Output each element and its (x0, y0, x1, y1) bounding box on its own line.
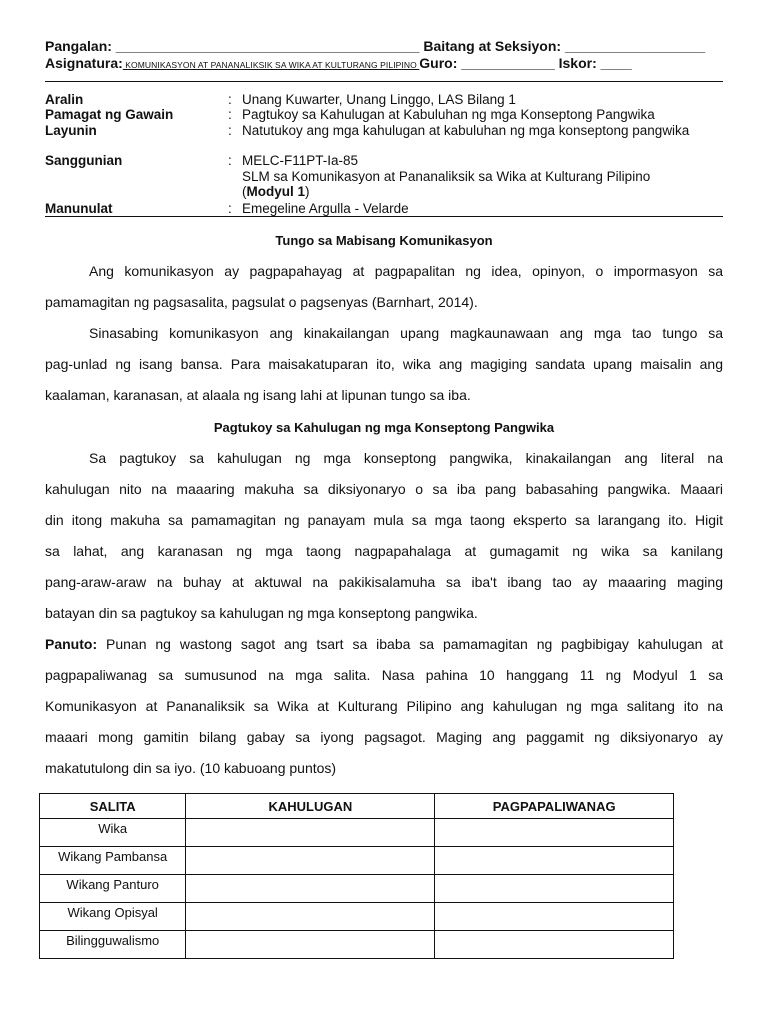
word-cell: Wika (40, 819, 186, 847)
table-row (40, 903, 674, 931)
subject-label: Asignatura: (45, 55, 123, 71)
explanation-cell[interactable] (435, 875, 674, 903)
score-field[interactable]: ____ (600, 55, 632, 71)
grade-section-label: Baitang at Seksiyon: (423, 38, 562, 54)
header-divider (45, 81, 723, 82)
table-row (40, 847, 674, 875)
meta-value: Pagtukoy sa Kahulugan at Kabuluhan ng mga Konseptong Pangwika (242, 107, 655, 122)
section-title: Pagtukoy sa Kahulugan ng mga Konseptong Pangwika (213, 420, 555, 435)
column-header: PAGPAPALIWANAG (435, 794, 674, 819)
meta-value: MELC-F11PT-Ia-85 SLM sa Komunikasyon at Pananaliksik sa Wika at Kulturang Pilipino (Modyul 1) (242, 153, 651, 199)
subject-info-line (45, 55, 723, 71)
name-label: Pangalan: (45, 38, 112, 54)
column-header: KAHULUGAN (186, 794, 435, 819)
paragraph: Sa pagtukoy sa kahulugan ng mga konseptong pangwika, kinakailangan ang literal na kahulugan nito na maaaring makuha sa diksiyonaryo o sa iba pang babasahing pangwika. Maaari din itong makuha sa pamamagitan ng panayam mula sa mga taong eksperto sa larangang ito. Higit sa lahat, ang karanasan ng mga taong nagpapahalaga at gumagamit ng wika sa kanilang pang-araw-araw na buhay at aktuwal na pakikisalamuha sa iba't ibang tao ay maaaring maging batayan din sa pagtukoy sa kahulugan ng mga konseptong pangwika. (45, 450, 723, 621)
word-cell: Bilingguwalismo (40, 931, 186, 959)
meta-label: Aralin (45, 92, 84, 107)
word-cell: Wikang Opisyal (40, 903, 186, 931)
paragraph: Sinasabing komunikasyon ang kinakailangan upang magkaunawaan ang mga tao tungo sa pag-unlad ng isang bansa. Para maisakatuparan ito, wika ang magiging sandata upang maisalin ang kaalaman, karanasan, at alaala ng isang lahi at lipunan tungo sa iba. (45, 325, 723, 403)
explanation-cell[interactable] (435, 819, 674, 847)
meaning-cell[interactable] (186, 931, 435, 959)
meta-divider (45, 216, 723, 217)
explanation-cell[interactable] (435, 903, 674, 931)
meta-label: Pamagat ng Gawain (45, 107, 174, 122)
answer-chart (39, 793, 674, 959)
directions-label: Panuto: (45, 636, 98, 652)
meaning-cell[interactable] (186, 847, 435, 875)
grade-section-field[interactable]: __________________ (564, 38, 706, 54)
table-row (40, 819, 674, 847)
word-cell: Wikang Panturo (40, 875, 186, 903)
meta-value: Unang Kuwarter, Unang Linggo, LAS Bilang 1 (242, 92, 516, 107)
explanation-cell[interactable] (435, 847, 674, 875)
teacher-label: Guro: (419, 55, 458, 71)
meta-label: Sanggunian (45, 153, 123, 168)
column-header: SALITA (40, 794, 186, 819)
student-info-line (45, 38, 723, 54)
teacher-field[interactable]: ____________ (461, 55, 555, 71)
meaning-cell[interactable] (186, 903, 435, 931)
subject-value: KOMUNIKASYON AT PANANALIKSIK SA WIKA AT KULTURANG PILIPINO (122, 60, 420, 70)
meta-label: Manunulat (45, 201, 113, 216)
table-row (40, 875, 674, 903)
word-cell: Wikang Pambansa (40, 847, 186, 875)
meta-value: Natutukoy ang mga kahulugan at kabuluhan ng mga konseptong pangwika (242, 123, 690, 138)
meaning-cell[interactable] (186, 875, 435, 903)
meta-value: Emegeline Argulla - Velarde (242, 201, 409, 216)
directions: Panuto: Punan ng wastong sagot ang tsart sa ibaba sa pamamagitan ng pagbibigay kahulugan at pagpapaliwanag sa sumusunod na mga salita. Nasa pahina 10 hanggang 11 ng Modyul 1 sa Komunikasyon at Pananaliksik sa Wika at Kulturang Pilipino ang kahulugan ng mga salitang ito na maaari mong gamitin bilang gabay sa iyong pagsagot. Maging ang paggamit ng diksiyonaryo ay makatutulong din sa iyo. (10 kabuoang puntos) (45, 636, 723, 776)
explanation-cell[interactable] (435, 931, 674, 959)
meta-label: Layunin (45, 123, 97, 138)
table-row (40, 931, 674, 959)
section-title: Tungo sa Mabisang Komunikasyon (275, 233, 493, 248)
score-label: Iskor: (558, 55, 597, 71)
paragraph: Ang komunikasyon ay pagpapahayag at pagpapalitan ng idea, opinyon, o impormasyon sa pamamagitan ng pagsasalita, pagsulat o pagsenyas (Barnhart, 2014). (45, 263, 723, 310)
meaning-cell[interactable] (186, 819, 435, 847)
name-field[interactable]: _______________________________________ (115, 38, 420, 54)
worksheet-page: Pangalan: _______________________________________ Baitang at Seksiyon: __________________ Asignatura: KOMUNIKASYON AT PANANALIKSIK SA WIKA AT KULTURANG PILIPINO Guro: ____________ Iskor: ____ Aralin : Unang Kuwarter, Unang Linggo, LAS Bilang 1 Pamagat ng Gawain : Pagtukoy sa Kahulugan at Kabuluhan ng mga Konseptong Pangwika Layunin : Natutukoy ang mga kahulugan at kabuluhan ng mga konseptong pangwika Sanggunian : MELC-F11PT-Ia-85 SLM sa Komunikasyon at Pananaliksik sa Wika at Kulturang Pilipino (Modyul 1) Manunulat : Emegeline Argulla - Velarde Tungo sa Mabisang Komunikasyon Ang komunikasyon ay pagpapahayag at pagpapalitan ng idea, opinyon, o impormasyon sa pamamagitan ng pagsasalita, pagsulat o pagsenyas (Barnhart, 2014). Sinasabing komunikasyon ang kinakailangan upang magkaunawaan ang mga tao tungo sa pag-unlad ng isang bansa. Para maisakatuparan ito, wika ang magiging sandata upang maisalin ang kaalaman, karanasan, at alaala ng isang lahi at lipunan tungo sa iba. Pagtukoy sa Kahulugan ng mga Konseptong Pangwika Sa pagtukoy sa kahulugan ng mga konseptong pangwika, kinakailangan ang literal na kahulugan nito na maaaring makuha sa diksiyonaryo o sa iba pang babasahing pangwika. Maaari din itong makuha sa pamamagitan ng panayam mula sa mga taong eksperto sa larangang ito. Higit sa lahat, ang karanasan ng mga taong nagpapahalaga at gumagamit ng wika sa kanilang pang-araw-araw na buhay at aktuwal na pakikisalamuha sa iba't ibang tao ay maaaring maging batayan din sa pagtukoy sa kahulugan ng mga konseptong pangwika. Panuto: Punan ng wastong sagot ang tsart sa ibaba sa pamamagitan ng pagbibigay kahulugan at pagpapaliwanag sa sumusunod na mga salita. Nasa pahina 10 hanggang 11 ng Modyul 1 sa Komunikasyon at Pananaliksik sa Wika at Kulturang Pilipino ang kahulugan ng mga salitang ito na maaari mong gamitin bilang gabay sa iyong pagsagot. Maging ang paggamit ng diksiyonaryo ay makatutulong din sa iyo. (10 kabuoang puntos) SALITA KAHULUGAN PAGPAPALIWANAG Wika Wikang Pambansa Wikang Panturo Wikang Opisyal Bilingguwalismo (0, 0, 768, 1024)
table-header-row (40, 794, 674, 819)
